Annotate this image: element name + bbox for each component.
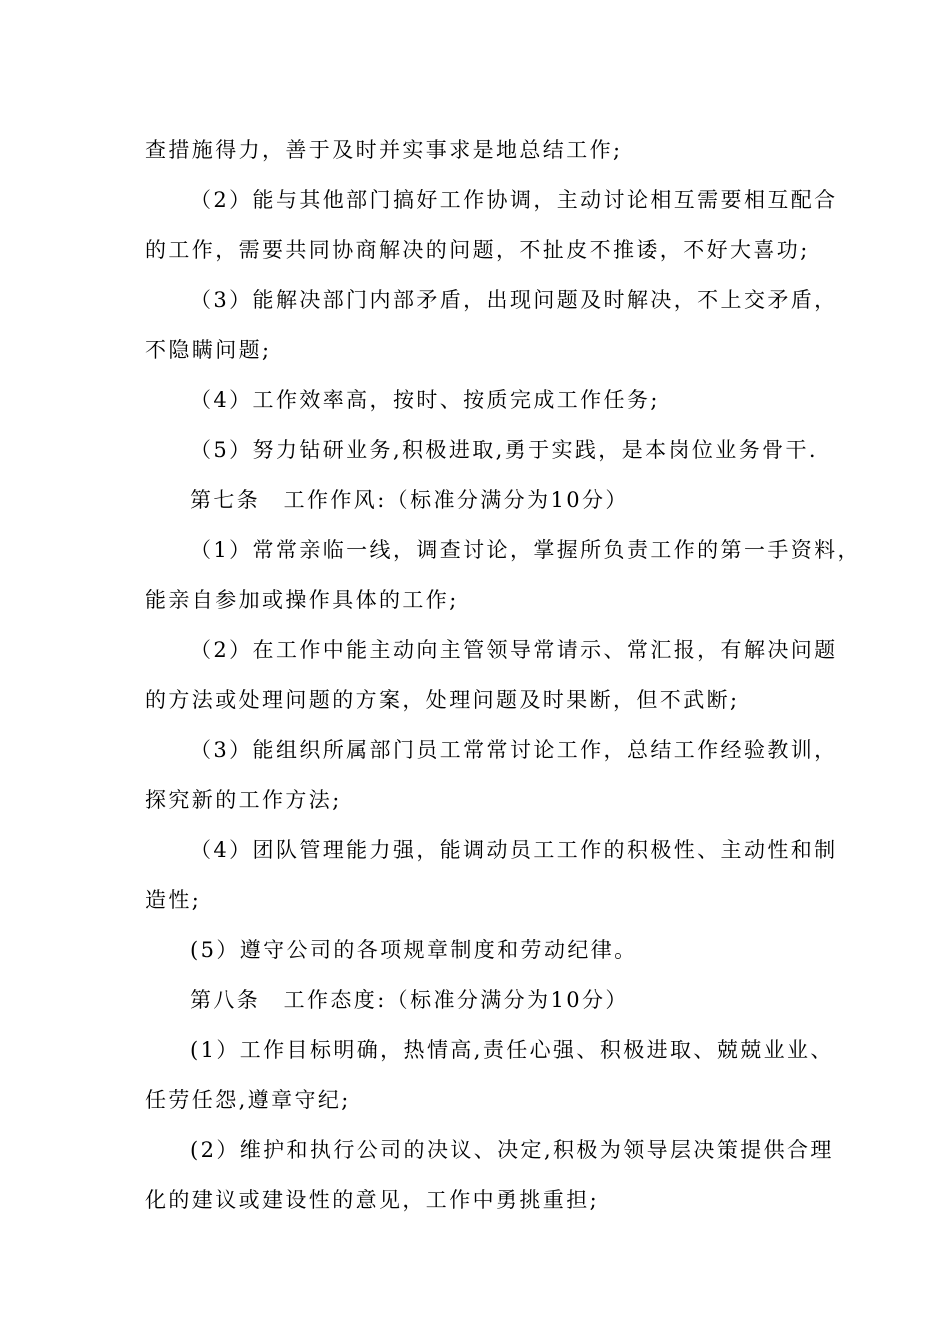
list-item-4: （4）团队管理能力强，能调动员工工作的积极性、主动性和制 [190, 838, 838, 862]
text-line: 任劳任怨,遵章守纪; [145, 1088, 351, 1112]
list-item-3: （3）能解决部门内部矛盾，出现问题及时解决，不上交矛盾， [190, 288, 838, 312]
article-8-heading: 第八条 工作态度:（标准分满分为10分） [190, 988, 629, 1012]
list-item-3: （3）能组织所属部门员工常常讨论工作，总结工作经验教训， [190, 738, 838, 762]
text-line: 的工作，需要共同协商解决的问题，不扯皮不推诿，不好大喜功; [145, 238, 810, 262]
list-item-1: (1）工作目标明确，热情高,责任心强、积极进取、兢兢业业、 [190, 1038, 834, 1062]
article-7-heading: 第七条 工作作风:（标准分满分为10分） [190, 488, 629, 512]
list-item-2: （2）能与其他部门搞好工作协调，主动讨论相互需要相互配合 [190, 188, 838, 212]
text-line: 化的建议或建设性的意见，工作中勇挑重担; [145, 1188, 600, 1212]
text-line: 不隐瞒问题; [145, 338, 272, 362]
text-line: 能亲自参加或操作具体的工作; [145, 588, 459, 612]
list-item-5: (5）遵守公司的各项规章制度和劳动纪律。 [190, 938, 638, 962]
text-line: 造性; [145, 888, 202, 912]
list-item-2: （2）在工作中能主动向主管领导常请示、常汇报，有解决问题 [190, 638, 838, 662]
list-item-2: (2）维护和执行公司的决议、决定,积极为领导层决策提供合理 [190, 1138, 834, 1162]
text-line: 探究新的工作方法; [145, 788, 342, 812]
text-line: 的方法或处理问题的方案，处理问题及时果断，但不武断; [145, 688, 740, 712]
list-item-4: （4）工作效率高，按时、按质完成工作任务; [190, 388, 660, 412]
list-item-5: （5）努力钻研业务,积极进取,勇于实践，是本岗位业务骨干. [190, 438, 818, 462]
list-item-1: （1）常常亲临一线，调查讨论，掌握所负责工作的第一手资料， [190, 538, 861, 562]
text-line: 查措施得力，善于及时并实事求是地总结工作; [145, 138, 623, 162]
